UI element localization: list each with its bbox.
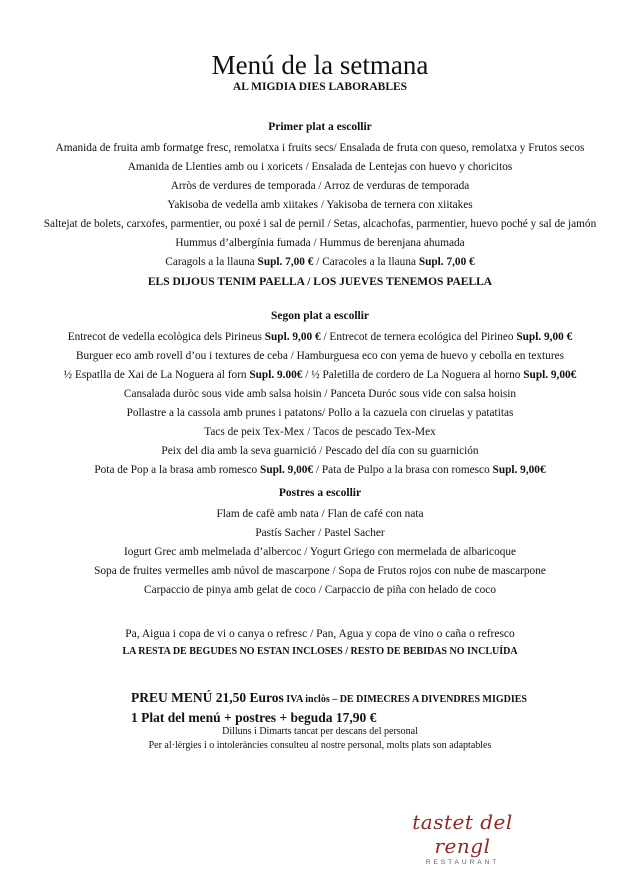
menu-item: Hummus d’albergínia fumada / Hummus de berenjana ahumada (175, 237, 465, 249)
dessert-item: Carpaccio de pinya amb gelat de coco / Carpaccio de piña con helado de coco (144, 584, 496, 596)
closed-days: Dilluns i Dimarts tancat per descans del personal (222, 726, 418, 737)
menu-item: Entrecot de vedella ecològica dels Pirineus Supl. 9,00 € / Entrecot de ternera ecológica del Pirineo Supl. 9,00 € (67, 331, 573, 343)
dessert-item: Pastís Sacher / Pastel Sacher (255, 527, 385, 539)
primer-section-title: Primer plat a escollir (268, 121, 372, 133)
dessert-item: Iogurt Grec amb melmelada d’albercoc / Yogurt Griego con mermelada de albaricoque (123, 546, 517, 558)
supplement-price: Supl. 7,00 € (257, 256, 314, 268)
menu-subtitle: AL MIGDIA DIES LABORABLES (232, 81, 408, 93)
supplement-price: Supl. 9,00€ (260, 464, 314, 476)
postres-list (0, 505, 640, 600)
menu-item: Pollastre a la cassola amb prunes i patatons/ Pollo a la cazuela con ciruelas y patatitas (126, 407, 514, 419)
dessert-item: Flam de cafè amb nata / Flan de café con nata (216, 508, 424, 520)
supplement-price: Supl. 7,00 € (418, 256, 475, 268)
primer-list (0, 139, 640, 272)
supplement-price: Supl. 9,00 € (264, 331, 321, 343)
menu-item: Peix del dia amb la seva guarnició / Pescado del día con su guarnición (161, 445, 479, 457)
menu-item: Yakisoba de vedella amb xiitakes / Yakisoba de ternera con xiitakes (167, 199, 473, 211)
drinks-not-included: LA RESTA DE BEGUDES NO ESTAN INCLOSES / RESTO DE BEBIDAS NO INCLUÍDA (122, 646, 518, 657)
supplement-price: Supl. 9,00€ (492, 464, 546, 476)
menu-item: Arròs de verdures de temporada / Arroz de verduras de temporada (170, 180, 470, 192)
alt-price: 1 Plat del menú + postres + beguda 17,90 € (131, 710, 377, 725)
menu-item: Amanida de Llenties amb ou i xoricets / Ensalada de Lentejas con huevo y choricitos (127, 161, 513, 173)
menu-item: Cansalada duròc sous vide amb salsa hoisin / Panceta Duróc sous vide con salsa hoisin (123, 388, 517, 400)
segon-section-title: Segon plat a escollir (270, 310, 370, 322)
menu-item: Burguer eco amb rovell d’ou i textures de ceba / Hamburguesa eco con yema de huevo y cebolla en textures (76, 350, 564, 362)
menu-item: Saltejat de bolets, carxofes, parmentier, ou poxé i sal de pernil / Setas, alcachofas, parmentier, huevo poché y sal de jamón (43, 218, 597, 230)
menu-item: ½ Espatlla de Xai de La Noguera al forn Supl. 9.00€ / ½ Paletilla de cordero de La Noguera al horno Supl. 9,00€ (63, 369, 577, 381)
paella-notice: ELS DIJOUS TENIM PAELLA / LOS JUEVES TENEMOS PAELLA (147, 276, 493, 288)
supplement-price: Supl. 9,00€ (523, 369, 577, 381)
menu-item: Pota de Pop a la brasa amb romesco Supl. 9,00€ / Pata de Pulpo a la brasa con romesco Supl. 9,00€ (94, 464, 546, 476)
menu-item: Amanida de fruita amb formatge fresc, remolatxa i fruits secs/ Ensalada de fruta con queso, remolatxa y Frutos secos (55, 142, 585, 154)
menu-item: Caragols a la llauna Supl. 7,00 € / Caracoles a la llauna Supl. 7,00 € (165, 256, 475, 268)
supplement-price: Supl. 9.00€ (249, 369, 303, 381)
segon-list (0, 328, 640, 480)
menu-item: Tacs de peix Tex-Mex / Tacos de pescado Tex-Mex (204, 426, 436, 438)
logo-subtitle: RESTAURANT (425, 859, 500, 866)
drinks-included: Pa, Aigua i copa de vi o canya o refresc / Pan, Agua y copa de vino o caña o refresco (125, 628, 515, 640)
restaurant-logo (395, 810, 530, 866)
menu-title: Menú de la setmana (211, 50, 429, 80)
logo-name: tastet del rengl (412, 810, 513, 858)
supplement-price: Supl. 9,00 € (516, 331, 573, 343)
allergy-note: Per al·lèrgies i o intoleràncies consulteu al nostre personal, molts plats son adaptables (148, 740, 492, 751)
postres-section-title: Postres a escollir (278, 487, 362, 499)
dessert-item: Sopa de fruites vermelles amb núvol de mascarpone / Sopa de Frutos rojos con nube de mascarpone (94, 565, 546, 577)
menu-price: PREU MENÚ 21,50 Euros IVA inclòs – DE DIMECRES A DIVENDRES MIGDIES (131, 690, 527, 705)
